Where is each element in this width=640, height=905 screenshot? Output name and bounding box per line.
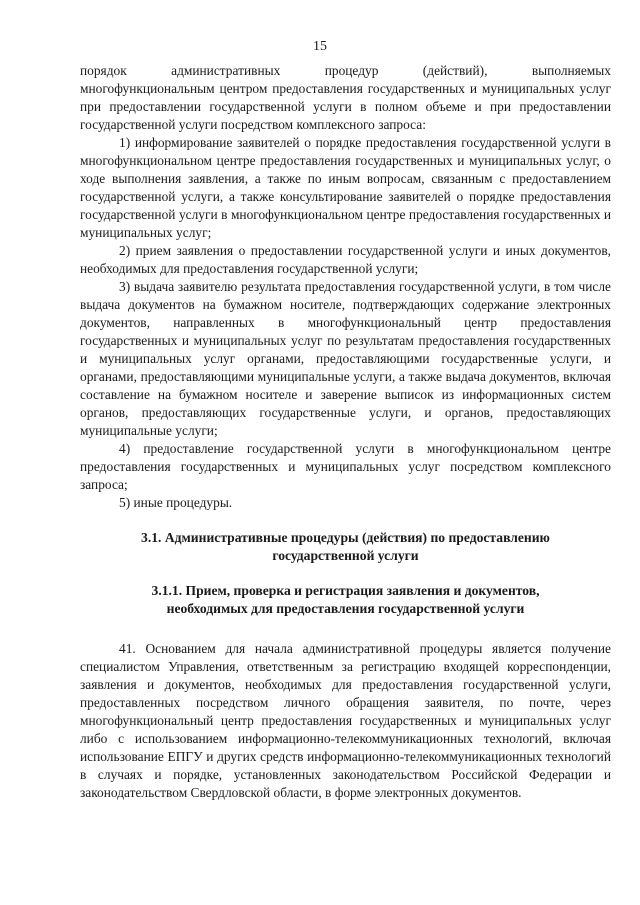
page-number: 15 (313, 39, 327, 54)
intro-word: порядок (80, 63, 127, 78)
paragraph-41: 41. Основанием для начала административной процедуры является получение специалистом Управления, ответственным за регистрацию входящей корреспонденции, заявления и документов, необходимых для предоставления государственной услуги, предоставленных посредством личного обращения заявителя, по почте, через многофункциональный центр предоставления государственных и муниципальных услуг либо с использованием информационно-телекоммуникационных технологий, включая использование ЕПГУ и других средств информационно-телекоммуникационных технологий в случаях и порядке, установленных законодательством Российской Федерации и законодательством Свердловской области, в форме электронных документов. (80, 641, 611, 800)
subsection-heading (80, 582, 611, 618)
list-item-4: 4) предоставление государственной услуги в многофункциональном центре предоставления государственных и муниципальных услуг посредством комплексного запроса; (80, 441, 611, 492)
section-heading-line: 3.1. Административные процедуры (действия) по предоставлению (141, 530, 550, 545)
intro-word: процедур (324, 63, 379, 78)
intro-word: административных (171, 63, 281, 78)
list-item-5: 5) иные процедуры. (119, 495, 233, 510)
intro-first-line (80, 62, 611, 80)
intro-paragraph: многофункциональным центром предоставления государственных и муниципальных услуг при предоставлении государственной услуги в полном объеме и при предоставлении государственной услуги посредством комплексного запроса: (80, 81, 611, 132)
subsection-heading-line: 3.1.1. Прием, проверка и регистрация заявления и документов, (151, 583, 540, 598)
document-body (80, 62, 611, 802)
section-heading-line: государственной услуги (272, 548, 419, 563)
list-item-3: 3) выдача заявителю результата предоставления государственной услуги, в том числе выдача документов на бумажном носителе, подтверждающих содержание электронных документов, направленных в многофункциональный центр предоставления государственных и муниципальных услуг по результатам предоставления государственных и муниципальных услуг органами, предоставляющими государственные услуги, и органами, предоставляющими муниципальные услуги, а также выдача документов, включая составление на бумажном носителе и заверение выписок из информационных систем органов, предоставляющих государственные услуги, и органов, предоставляющих муниципальные услуги; (80, 279, 611, 438)
subsection-heading-line: необходимых для предоставления государственной услуги (166, 601, 525, 616)
intro-word: (действий), (422, 63, 488, 78)
intro-word: выполняемых (531, 63, 611, 78)
list-item-1: 1) информирование заявителей о порядке предоставления государственной услуги в многофункциональном центре предоставления государственных и муниципальных услуг, о ходе выполнения заявления, а также по иным вопросам, связанным с предоставлением государственной услуги, а также консультирование заявителей о порядке предоставления государственной услуги в многофункциональном центре предоставления государственных и муниципальных услуг; (80, 135, 611, 240)
list-item-2: 2) прием заявления о предоставлении государственной услуги и иных документов, необходимых для предоставления государственной услуги; (80, 243, 611, 276)
section-heading (80, 529, 611, 565)
